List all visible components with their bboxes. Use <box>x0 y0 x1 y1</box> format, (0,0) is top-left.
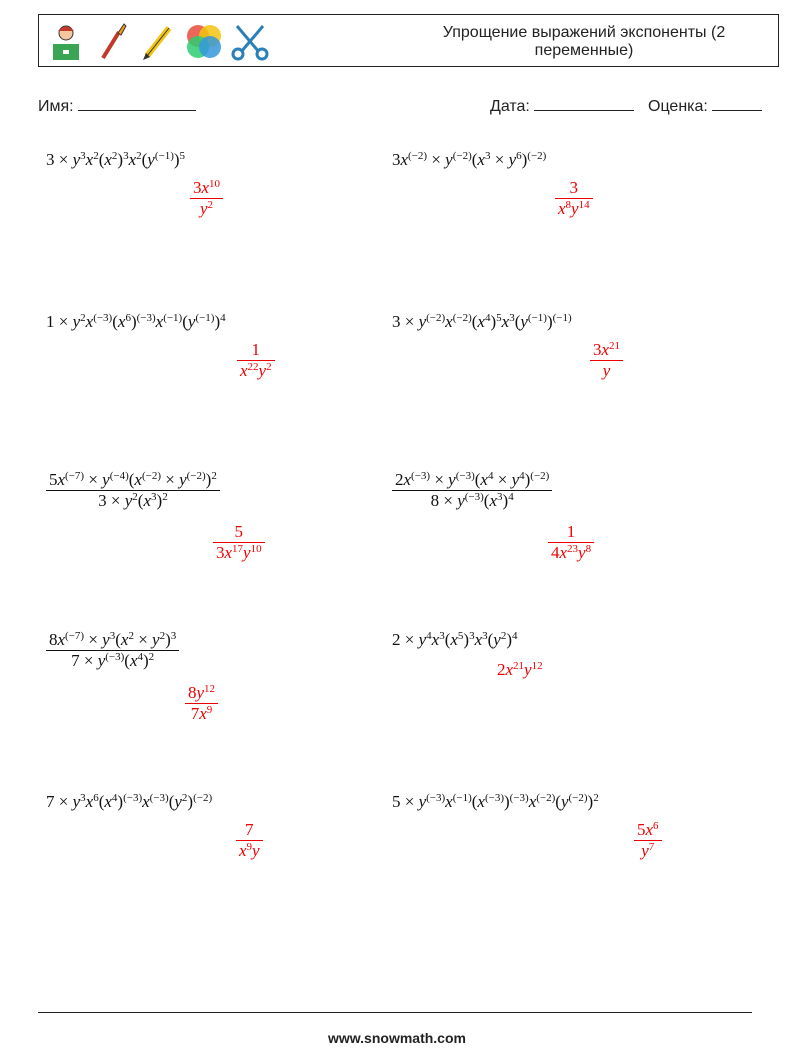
worksheet-header <box>38 14 779 67</box>
scissors-icon <box>229 20 271 62</box>
footer-url[interactable]: www.snowmath.com <box>328 1030 466 1046</box>
answer-1: $\frac{3x^{10}}{y^2}$ <box>190 178 223 219</box>
teacher-icon <box>45 20 87 62</box>
answer-4: $\frac{3x^{21}}{y}$ <box>590 340 623 381</box>
problem-3: $1 \times y^2x^{(-3)}(x^6)^{(-3)}x^{(-1)}(y^{(-1)})^4$ <box>46 312 226 331</box>
name-field <box>38 96 196 116</box>
answer-8: $2x^{21}y^{12}$ <box>497 660 543 679</box>
answer-5: $\frac{5}{3x^{17}y^{10}}$ <box>213 522 265 563</box>
problem-4: $3 \times y^{(-2)}x^{(-2)}(x^4)^5x^3(y^{(-1)})^{(-1)}$ <box>392 312 572 331</box>
grade-field <box>648 96 762 116</box>
answer-7: $\frac{8y^{12}}{7x^9}$ <box>185 683 218 724</box>
problem-6: $\frac{2x^{(-3)} \times y^{(-3)}(x^4 \times y^4)^{(-2)}}{8 \times y^{(-3)}(x^3)^4}$ <box>392 470 552 511</box>
answer-9: $\frac{7}{x^9y}$ <box>236 820 263 861</box>
problem-10: $5 \times y^{(-3)}x^{(-1)}(x^{(-3)})^{(-3)}x^{(-2)}(y^{(-2)})^2$ <box>392 792 599 811</box>
date-input-line[interactable] <box>534 96 634 111</box>
answer-6: $\frac{1}{4x^{23}y^8}$ <box>548 522 594 563</box>
paintbrush-icon <box>91 20 133 62</box>
grade-input-line[interactable] <box>712 96 762 111</box>
worksheet-title: Упрощение выражений экспоненты (2 переменные) <box>442 24 726 59</box>
answer-3: $\frac{1}{x^{22}y^2}$ <box>237 340 275 381</box>
problem-5: $\frac{5x^{(-7)} \times y^{(-4)}(x^{(-2)} \times y^{(-2)})^2}{3 \times y^2(x^3)^2}$ <box>46 470 220 511</box>
grade-label: Оценка: <box>648 98 708 115</box>
name-input-line[interactable] <box>78 96 196 111</box>
problem-8: $2 \times y^4x^3(x^5)^3x^3(y^2)^4$ <box>392 630 518 649</box>
answer-10: $\frac{5x^6}{y^7}$ <box>634 820 662 861</box>
problem-9: $7 \times y^3x^6(x^4)^{(-3)}x^{(-3)}(y^2)^{(-2)}$ <box>46 792 213 811</box>
pencil-icon <box>137 20 179 62</box>
date-field <box>490 96 634 116</box>
header-icons <box>45 20 271 62</box>
problem-2: $3x^{(-2)} \times y^{(-2)}(x^3 \times y^6)^{(-2)}$ <box>392 150 547 169</box>
date-label: Дата: <box>490 98 530 115</box>
color-circles-icon <box>183 20 225 62</box>
problem-1: $3 \times y^3x^2(x^2)^3x^2(y^{(-1)})^5$ <box>46 150 186 169</box>
problem-7: $\frac{8x^{(-7)} \times y^3(x^2 \times y^2)^3}{7 \times y^{(-3)}(x^4)^2}$ <box>46 630 179 671</box>
answer-2: $\frac{3}{x^8y^{14}}$ <box>555 178 593 219</box>
name-label: Имя: <box>38 98 74 115</box>
footer-divider <box>38 1012 752 1013</box>
